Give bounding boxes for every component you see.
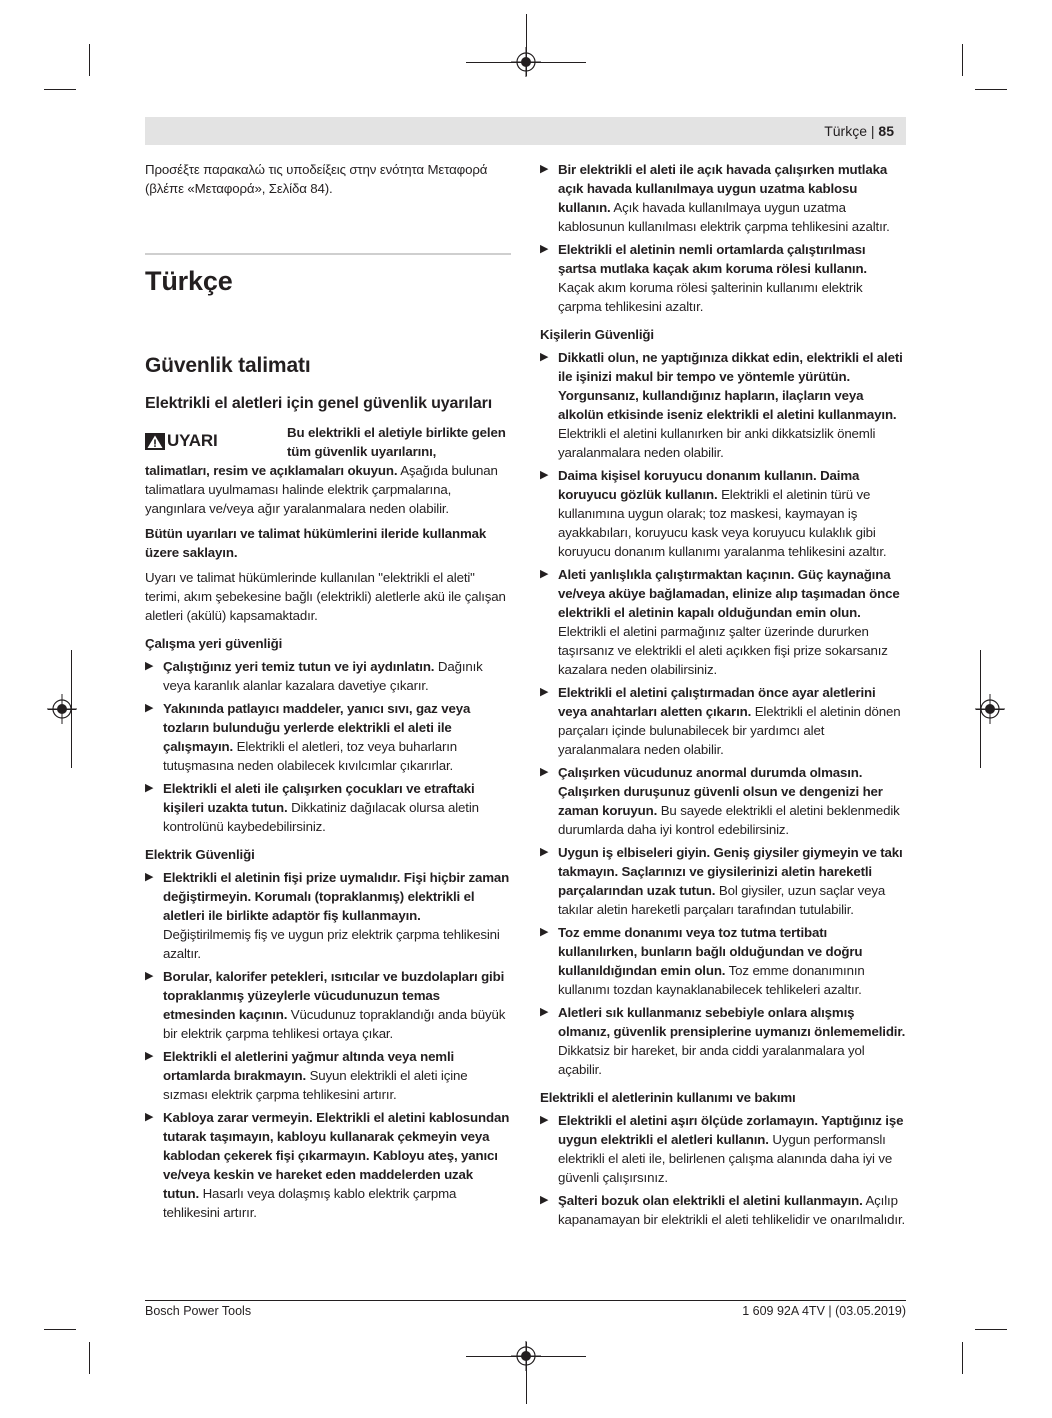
registration-mark-icon: [511, 1341, 541, 1371]
item-text: Elektrikli el aletini kullanırken bir anki dikkatsizlik önemli yaralanmalara neden olabilir.: [558, 426, 876, 460]
bullet-arrow-icon: ▶: [540, 568, 549, 580]
crop-mark: [975, 1329, 1007, 1330]
list-item: [540, 1191, 906, 1229]
item-bold: Kabloya zarar vermeyin. Elektrikli el aletini kablosundan tutarak taşımayın, kabloyu kullanarak çekmeyin veya kablodan çekerek fişi çıkarmayın. Kabloyu ateş, yanıcı ve/veya keskin ve hareket eden maddelerden uzak tutun.: [163, 1110, 510, 1201]
item-text: Kaçak akım koruma rölesi şalterinin kullanımı elektrik çarpma tehlikesini azaltır.: [558, 280, 863, 314]
bullet-arrow-icon: ▶: [540, 1006, 549, 1018]
bullet-arrow-icon: ▶: [145, 1111, 154, 1123]
bullet-arrow-icon: ▶: [540, 926, 549, 938]
bullet-arrow-icon: ▶: [540, 846, 549, 858]
item-bold: Daima kişisel koruyucu donanım kullanın. Daima koruyucu gözlük kullanın.: [558, 468, 860, 502]
crop-mark: [89, 1342, 90, 1374]
section-title: Türkçe: [145, 266, 233, 296]
list-item: [540, 160, 906, 236]
bullet-arrow-icon: ▶: [540, 1114, 549, 1126]
registration-mark-icon: [511, 47, 541, 77]
item-text: Açık havada kullanılmaya uygun uzatma kablosunun kullanılması elektrik çarpma tehlikesini azaltır.: [558, 200, 890, 234]
bullet-arrow-icon: ▶: [145, 970, 154, 982]
bullet-arrow-icon: ▶: [145, 1050, 154, 1062]
bullet-arrow-icon: ▶: [540, 351, 549, 363]
page-header: [145, 117, 906, 145]
electrical-heading: Elektrik Güvenliği: [145, 847, 255, 862]
left-column: [145, 160, 511, 1222]
page-footer: [145, 1300, 906, 1323]
item-bold: Elektrikli el aletinin fişi prize uymalıdır. Fişi hiçbir zaman değiştirmeyin. Korumalı (topraklanmış) elektrikli el aletleri ile birlikte adaptör fiş kullanmayın.: [163, 870, 510, 923]
page-indicator: [824, 117, 894, 145]
crop-mark: [44, 89, 76, 90]
chapter-title: Güvenlik talimatı: [145, 354, 311, 377]
list-item: [145, 657, 511, 695]
item-bold: Elektrikli el aletini aşırı ölçüde zorlamayın. Yaptığınız işe uygun elektrikli el aletleri kullanın.: [558, 1113, 904, 1147]
bullet-arrow-icon: ▶: [145, 702, 154, 714]
header-separator: |: [870, 123, 875, 139]
bullet-arrow-icon: ▶: [145, 660, 154, 672]
list-item: [540, 1003, 906, 1079]
item-text: Toz emme donanımının kullanımı tozdan kaynaklanabilecek tehlikeleri azaltır.: [558, 963, 865, 997]
tool-use-heading: Elektrikli el aletlerinin kullanımı ve bakımı: [540, 1090, 796, 1105]
warning-label-text: UYARI: [167, 431, 218, 450]
bullet-arrow-icon: ▶: [540, 243, 549, 255]
personal-safety-heading: Kişilerin Güvenliği: [540, 327, 654, 342]
list-item: [145, 779, 511, 836]
item-bold: Çalıştığınız yeri temiz tutun ve iyi aydınlatın.: [163, 659, 435, 674]
list-item: [540, 683, 906, 759]
item-bold: Elektrikli el aletini çalıştırmadan önce ayar aletlerini veya anahtarları aletten çıkarın.: [558, 685, 876, 719]
item-text: Bol giysiler, uzun saçlar veya takılar aletin hareketli parçaları tarafından tutulabilir.: [558, 883, 886, 917]
warning-triangle-icon: [145, 433, 165, 450]
list-item: [540, 1111, 906, 1187]
list-item: [540, 240, 906, 316]
item-text: Hasarlı veya dolaşmış kablo elektrik çarpma tehlikesini artırır.: [163, 1186, 457, 1220]
list-item: [145, 868, 511, 963]
footer-doc-id: 1 609 92A 4TV | (03.05.2019): [742, 1304, 906, 1318]
list-item: [145, 1108, 511, 1222]
bullet-arrow-icon: ▶: [540, 1194, 549, 1206]
item-text: Değiştirilmemiş fiş ve uygun priz elektrik çarpma tehlikesini azaltır.: [163, 927, 500, 961]
item-bold: Toz emme donanımı veya toz tutma tertibatı kullanılırken, bunların bağlı olduğundan ve doğru kullanıldığından emin olun.: [558, 925, 863, 978]
crop-mark: [975, 89, 1007, 90]
item-bold: Aleti yanlışlıkla çalıştırmaktan kaçının. Güç kaynağına ve/veya aküye bağlamadan, elinize alıp taşımadan önce elektrikli el aletinin kapalı olduğundan emin olun.: [558, 567, 900, 620]
item-bold: Elektrikli el aleti ile çalışırken çocukları ve etraftaki kişileri uzakta tutun.: [163, 781, 475, 815]
list-item: [540, 923, 906, 999]
item-bold: Dikkatli olun, ne yaptığınıza dikkat edin, elektrikli el aleti ile işinizi makul bir tempo ve yöntemle yürütün. Yorgunsanız, kullandığınız hapların, ilaçların veya alkolün etkisinde iseniz elektrikli el aletini kullanmayın.: [558, 350, 903, 422]
definition-text: Uyarı ve talimat hükümlerinde kullanılan "elektrikli el aleti" terimi, akım şebekesine bağlı (elektrikli) aletlerle akü ile çalışan aletleri (akülü) kapsamaktadır.: [145, 570, 506, 623]
footer-brand: Bosch Power Tools: [145, 1304, 252, 1318]
crop-mark: [962, 1342, 963, 1374]
list-item: [540, 348, 906, 462]
item-text: Elektrikli el aletinin dönen parçaları içinde bulunabilecek bir yardımcı alet yaralanmalara neden olabilir.: [558, 704, 901, 757]
list-item: [540, 565, 906, 679]
item-text: Dikkatsiz bir hareket, bir anda ciddi yaralanmalara yol açabilir.: [558, 1043, 865, 1077]
bullet-arrow-icon: ▶: [145, 782, 154, 794]
item-bold: Çalışırken vücudunuz anormal durumda olmasın. Çalışırken duruşunuz güvenli olsun ve dengenizi her zaman koruyun.: [558, 765, 883, 818]
item-bold: Elektrikli el aletlerini yağmur altında veya nemli ortamlarda bırakmayın.: [163, 1049, 455, 1083]
item-text: Uygun performanslı elektrikli el aleti ile, belirlenen çalışma alanında daha iyi ve güvenli çalışırsınız.: [558, 1132, 893, 1185]
right-column: [540, 160, 906, 1229]
item-bold: Uygun iş elbiseleri giyin. Geniş giysiler giymeyin ve takı takmayın. Saçlarınızı ve giysilerinizi aletin hareketli parçalarından uzak tutun.: [558, 845, 903, 898]
item-text: Vücudunuz topraklandığı anda büyük bir elektrik çarpma tehlikesi ortaya çıkar.: [163, 1007, 506, 1041]
crop-mark: [44, 1329, 76, 1330]
warning-bold-rest: talimatları, resim ve açıklamaları okuyun.: [145, 463, 398, 478]
bullet-arrow-icon: ▶: [145, 871, 154, 883]
bullet-arrow-icon: ▶: [540, 686, 549, 698]
crop-mark: [962, 44, 963, 76]
item-text: Elektrikli el aletini parmağınız şalter üzerinde dururken taşırsanız ve elektrikli el aleti açıkken fişi prize sokarsanız kazalara neden olabilirsiniz.: [558, 624, 888, 677]
item-text: Elektrikli el aletleri, toz veya buharların tutuşmasına neden olabilecek kıvılcımlar çıkarırlar.: [163, 739, 458, 773]
registration-mark-icon: [47, 694, 77, 724]
sub-title: Elektrikli el aletleri için genel güvenlik uyarıları: [145, 395, 493, 412]
bullet-arrow-icon: ▶: [540, 766, 549, 778]
item-text: Dağınık veya karanlık alanlar kazalara davetiye çıkarır.: [163, 659, 483, 693]
list-item: [145, 1047, 511, 1104]
greek-intro: Προσέξτε παρακαλώ τις υποδείξεις στην ενότητα Μεταφορά (βλέπε «Μεταφορά», Σελίδα 84).: [145, 162, 488, 196]
item-text: Bu sayede elektrikli el aletini beklenmedik durumlarda daha iyi kontrol edebilirsiniz.: [558, 803, 900, 837]
work-area-heading: Çalışma yeri güvenliği: [145, 636, 283, 651]
item-text: Elektrikli el aletinin türü ve kullanımına uygun olarak; toz maskesi, kaymayan iş ayakkabıları, koruyucu kask veya koruyucu kulaklık gibi koruyucu donanım kullanımı yaralanma tehlikesini azaltır.: [558, 487, 887, 559]
list-item: [145, 699, 511, 775]
warning-box: [145, 421, 511, 461]
item-bold: Bir elektrikli el aleti ile açık havada çalışırken mutlaka açık havada kullanılmaya uygun uzatma kablosu kullanın.: [558, 162, 888, 215]
save-note: Bütün uyarıları ve talimat hükümlerini ileride kullanmak üzere saklayın.: [145, 526, 487, 560]
item-bold: Şalteri bozuk olan elektrikli el aletini kullanmayın.: [558, 1193, 863, 1208]
item-text: Dikkatiniz dağılacak olursa aletin kontrolünü kaybedebilirsiniz.: [163, 800, 479, 834]
item-bold: Yakınında patlayıcı maddeler, yanıcı sıvı, gaz veya tozların bulunduğu yerlerde elektrikli el aleti ile çalışmayın.: [163, 701, 471, 754]
section-rule: [145, 253, 511, 255]
item-bold: Aletleri sık kullanmanız sebebiyle onlara alışmış olmanız, güvenlik prensiplerine uymanızı önlememelidir.: [558, 1005, 906, 1039]
list-item: [145, 967, 511, 1043]
header-language: Türkçe: [824, 123, 867, 139]
warning-bold-start: Bu elektrikli el aletiyle birlikte gelen tüm güvenlik uyarılarını,: [287, 425, 506, 459]
item-bold: Elektrikli el aletinin nemli ortamlarda çalıştırılması şartsa mutlaka kaçak akım koruma rölesi kullanın.: [558, 242, 867, 276]
page-number: 85: [878, 123, 894, 139]
warning-label: [145, 421, 287, 461]
item-text: Suyun elektrikli el aleti içine sızması elektrik çarpma tehlikesini artırır.: [163, 1068, 468, 1102]
item-text: Açılıp kapanamayan bir elektrikli el aleti tehlikelidir ve onarılmalıdır.: [558, 1193, 906, 1227]
crop-mark: [89, 44, 90, 76]
warning-text: Aşağıda bulunan talimatlara uyulmaması halinde elektrik çarpmalarına, yangınlara ve/veya ağır yaralanmalara neden olabilir.: [145, 463, 498, 516]
list-item: [540, 466, 906, 561]
item-bold: Borular, kalorifer petekleri, ısıtıcılar ve buzdolapları gibi topraklanmış yüzeylerle vücudunuzun temas etmesinden kaçının.: [163, 969, 505, 1022]
list-item: [540, 843, 906, 919]
registration-mark-icon: [975, 694, 1005, 724]
list-item: [540, 763, 906, 839]
warning-continuation: [145, 461, 511, 518]
bullet-arrow-icon: ▶: [540, 469, 549, 481]
bullet-arrow-icon: ▶: [540, 163, 549, 175]
